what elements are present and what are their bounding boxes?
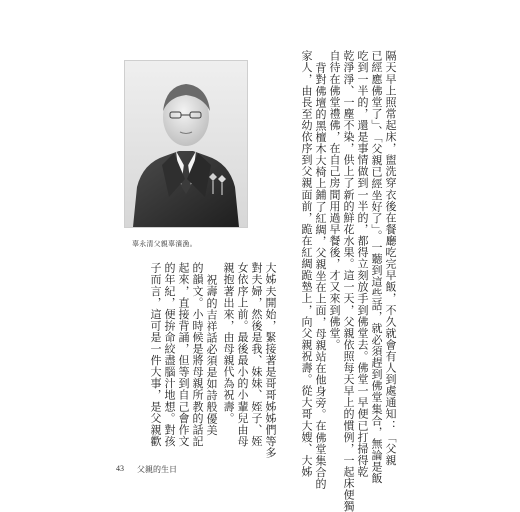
text-column: 隔天早上照常起床，盥洗穿衣後在餐廳吃完早飯，不久就會有人到處通知：「父親 (384, 50, 397, 466)
text-column: 祝壽的吉祥話必須是如詩般優美 (205, 274, 218, 436)
text-column: 起來，直接背誦，但等到自己會作文 (177, 262, 190, 447)
running-title: 父親的生日 (137, 465, 177, 474)
text-column: 吃到一半的，還是事情做到一半的，都得立刻放手到佛堂去。佛堂一早便已打掃得乾 (356, 50, 369, 478)
text-column: 已經應佛堂了」、「父親已經坐好了」。一聽到這些話，就必須趕到佛堂集合，無論是飯 (370, 50, 383, 484)
text-column: 家人，由長至幼依序到父親面前，跪在紅綢跪墊上，向父親祝壽。從大哥大嫂、大姊 (300, 50, 313, 478)
text-column: 乾淨淨、一塵不染，供上了新的鮮花水果。這一天，父親依照每天早上的慣例，一起床便獨 (342, 50, 355, 512)
page-number: 43 (116, 464, 124, 473)
photo-caption: 辜永清父親辜濱漁。 (132, 240, 197, 248)
text-column: 的韻文。小時候是將母親所教的話記 (191, 262, 204, 447)
text-column: 背對佛壇的黑檀木大椅上鋪了紅綢，父親坐在上面，母親站在他身旁。在佛堂集合的 (314, 62, 327, 490)
text-column: 親抱著出來，由母親代為祝壽。 (222, 262, 235, 424)
text-column: 女依序上前。最後最小的小輩兒由母 (236, 262, 249, 447)
text-column: 對夫婦，然後是我、妹妹、姪子、姪 (250, 262, 263, 447)
portrait-photo (124, 60, 248, 228)
text-column: 大姊夫開始，緊接著是哥哥姊姊們等多 (264, 262, 277, 459)
text-column: 子而言，這可是一件大事，是父親歡 (149, 262, 162, 447)
text-column: 自待在佛堂禮佛，在自己房間用過早餐後，才又來到佛堂。 (328, 50, 341, 351)
portrait-illustration (125, 61, 247, 227)
text-column: 的年紀，便拚命絞盡腦汁地想。對孩 (163, 262, 176, 447)
